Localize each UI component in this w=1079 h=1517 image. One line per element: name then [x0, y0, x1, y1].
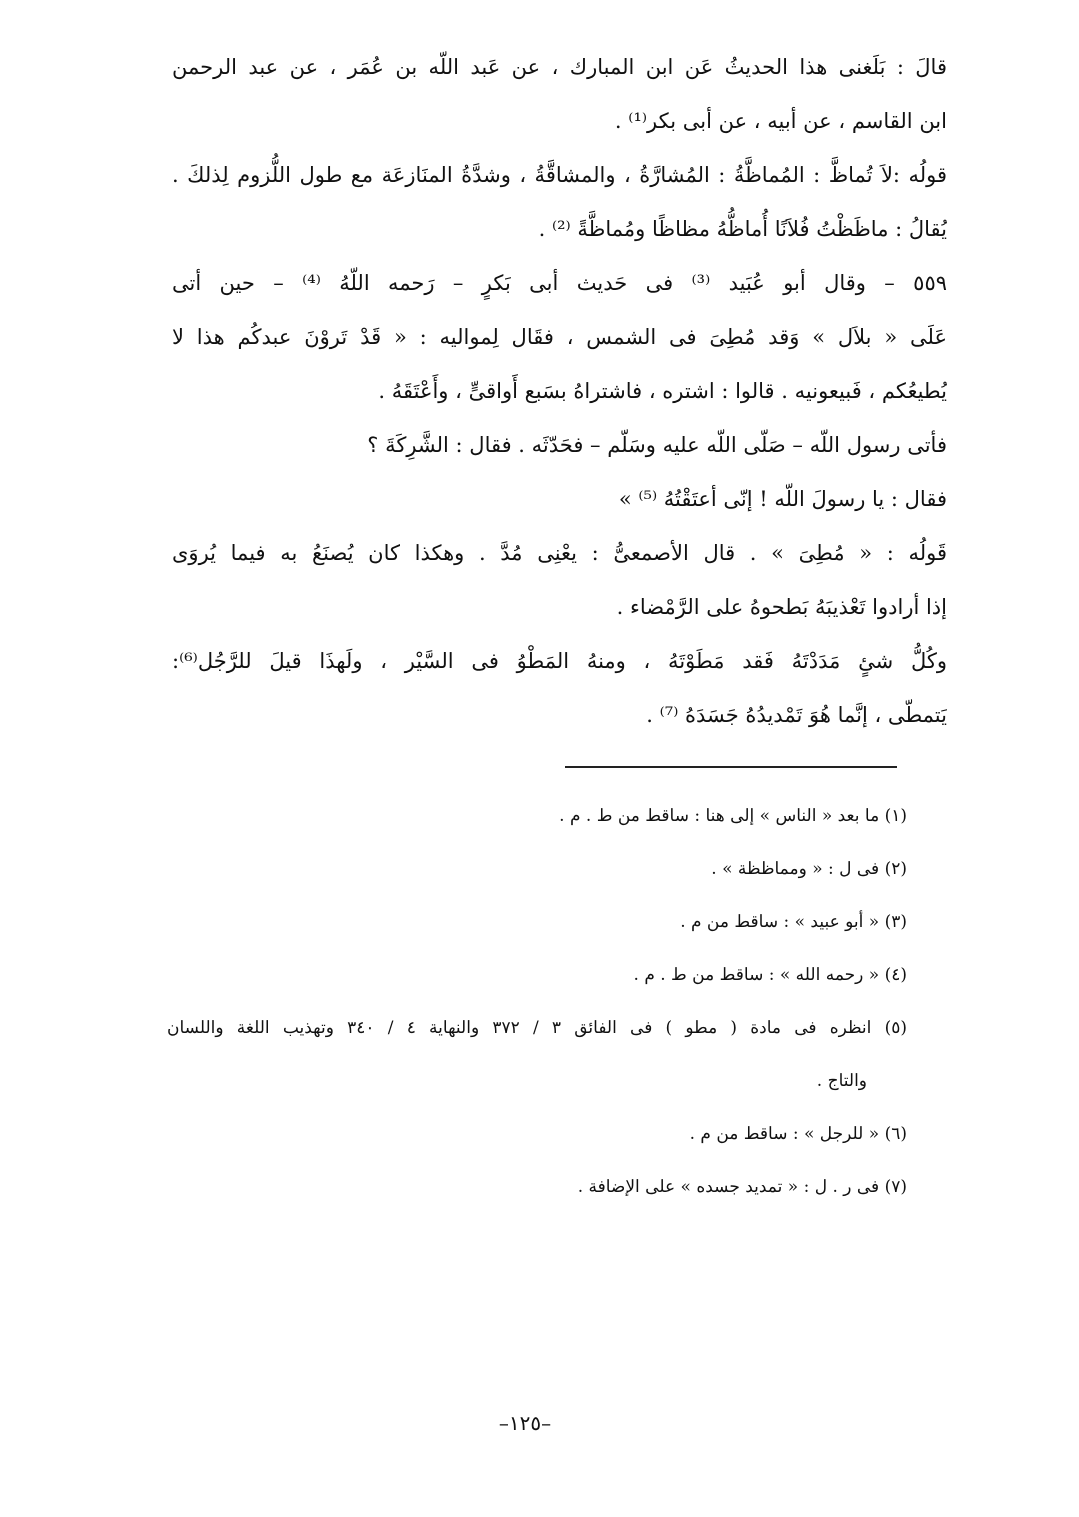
- footnote: (٣) « أبو عبيد » : ساقط من م .: [680, 912, 907, 932]
- main-text-block: [172, 40, 947, 742]
- footnotes-block: [167, 790, 907, 1214]
- text-line: يُقالُ : ماظَظْتُ فُلاَنًا أُماظُّهُ مظاظًا ومُماظَّةً ⁽²⁾ .: [538, 217, 947, 241]
- page-number: –١٢٥–: [498, 1411, 552, 1435]
- footnote: (٢) فى ل : « ومماظظة » .: [711, 859, 907, 879]
- text-line: فقال : يا رسولَ اللّه ! إنّى أعتَقْتُهُ ⁽⁵⁾ »: [618, 487, 947, 511]
- text-line: ابن القاسم ، عن أبيه ، عن أبى بكر⁽¹⁾ .: [614, 109, 947, 133]
- footnote: (٦) « للرجل » : ساقط من م .: [689, 1124, 907, 1144]
- text-line: وكُلُّ شئٍ مَدَدْتَهُ فَقد مَطَوْتَهُ ، ومنهُ المَطْوُ فى السَّيْر ، ولَهذَا قيلَ للرَّجُل⁽⁶⁾:: [172, 649, 947, 673]
- footnote: (٥) انظره فى مادة ( مطو ) فى الفائق ٣ / ٣٧٢ والنهاية ٤ / ٣٤٠ وتهذيب اللغة واللسان: [167, 1018, 907, 1038]
- text-line: قولُه :لاَ تُماظَّ : المُماظَّةُ : المُشارَّةُ ، والمشاقَّةُ ، وشدَّةُ المنَازعَة مع طول اللُّزوم لِذلكَ .: [172, 163, 947, 187]
- footnote: (٧) فى ر . ل : « تمديد جسده » على الإضافة .: [577, 1177, 907, 1197]
- text-line: يُطيعُكم ، فَبيعونيه . قالوا : اشتره ، فاشتراهُ بسَبع أَواقىٍّ ، وأَعْتَقَهُ .: [378, 379, 947, 403]
- footnote: (١) ما بعد « الناس » إلى هنا : ساقط من ط . م .: [559, 806, 907, 826]
- footnote-continuation: والتاج .: [816, 1071, 867, 1091]
- footnote: (٤) « رحمه الله » : ساقط من ط . م .: [633, 965, 907, 985]
- footnote-separator: [565, 766, 897, 768]
- text-line: إذا أرادوا تَعْذيبَهُ بَطحوهُ على الرَّمْضاء .: [616, 595, 947, 619]
- text-line: عَلَى « بلاَل » وَقد مُطِىَ فى الشمس ، فقَال لِمواليه : « قَدْ تَروْنَ عبدكُم هذا لا: [172, 325, 947, 349]
- text-line: يَتمطّى ، إنَّما هُوَ تَمْديدُهُ جَسَدَهُ ⁽⁷⁾ .: [646, 703, 947, 727]
- text-line: قالَ : بَلَغنى هذا الحديثُ عَن ابن المبارك ، عن عَبد اللّه بن عُمَر ، عن عبد الرحمن: [172, 55, 947, 79]
- text-line: فأتى رسول اللّه – صَلّى اللّه عليه وسَلّم – فحَدّثَه . فقال : الشَّرِكَةَ ؟: [367, 433, 947, 457]
- text-line: قَولُه : « مُطِىَ » . قال الأصمعىُّ : يعْنِى مُدَّ . وهكذا كان يُصنَعُ به فيما يُروَى: [172, 541, 947, 565]
- text-line: ٥٥٩ – وقال أبو عُبَيد ⁽³⁾ فى حَديث أبى بَكرٍ – رَحمه اللّهُ ⁽⁴⁾ – حين أتى: [172, 271, 947, 295]
